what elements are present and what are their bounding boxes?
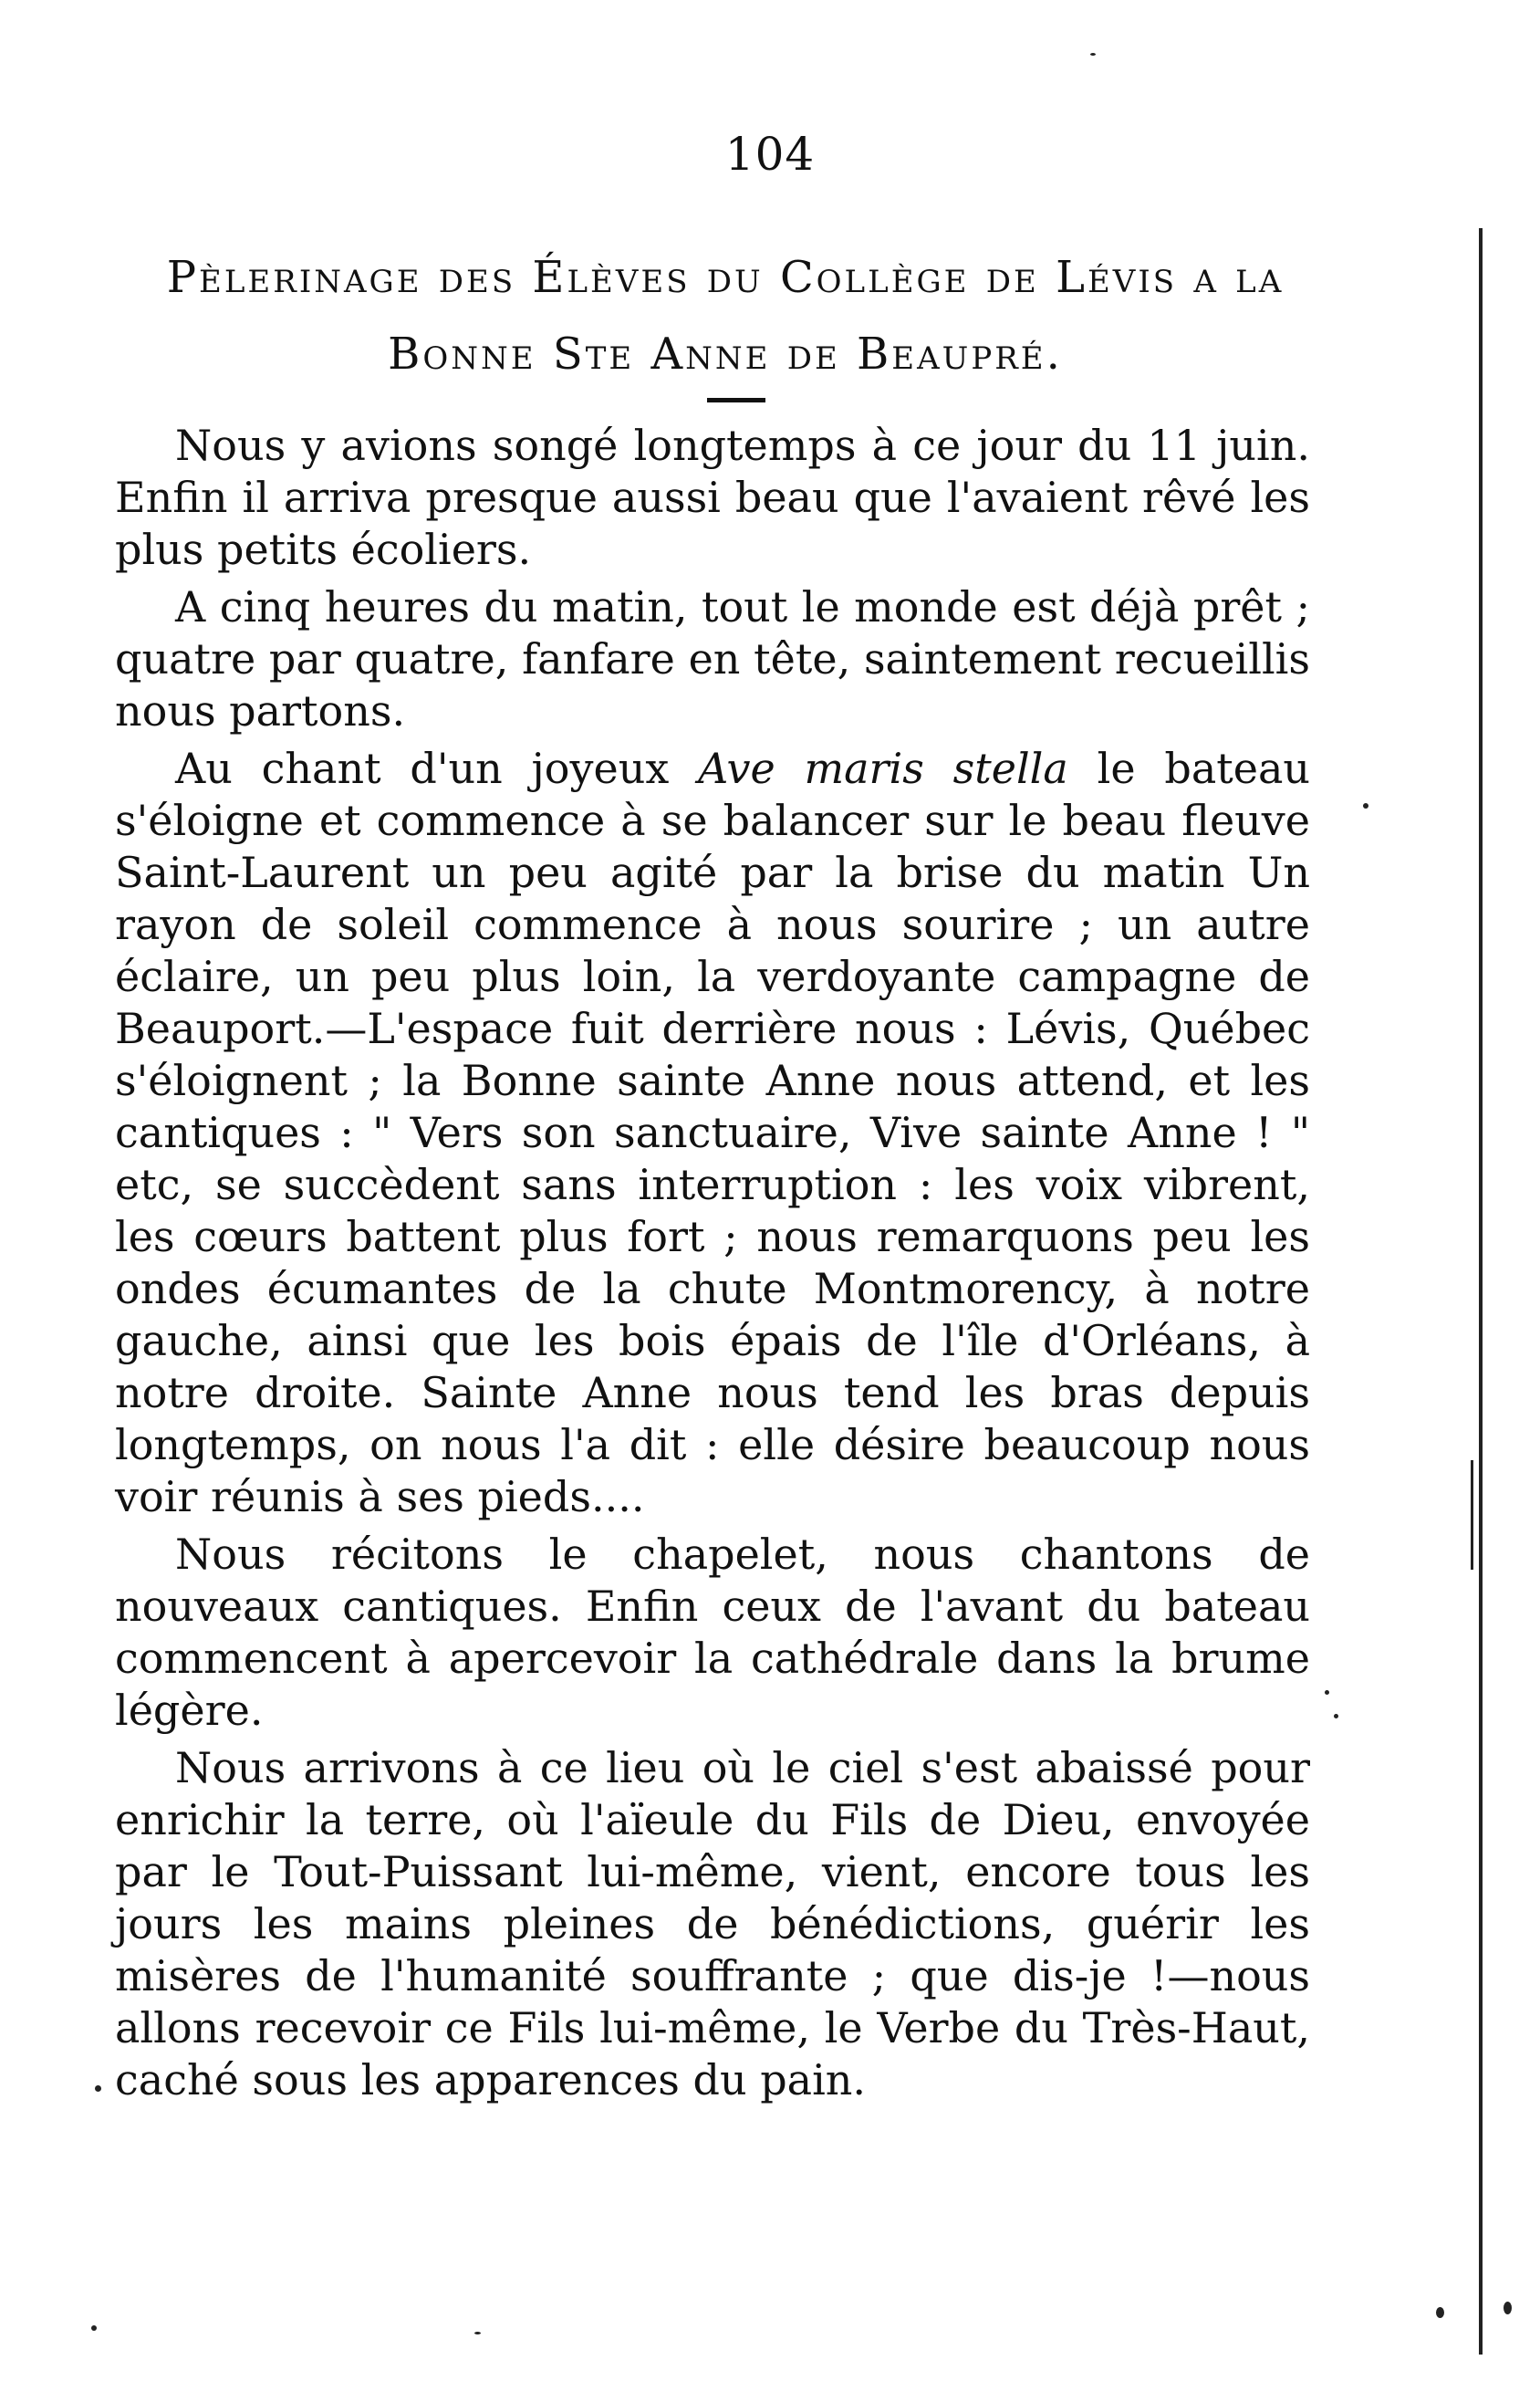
paragraph-5: Nous arrivons à ce lieu où le ciel s'est abaissé pour enrichir la terre, où l'aïeule du Fils de Dieu, envoyée par le Tout-Puissant lui-même, vient, encore tous les jours les mains pleines de bénédictions, guérir les misères de l'humanité souffrante ; que dis-je !—nous allons recevoir ce Fils lui-même, le Verbe du Très-Haut, caché sous les apparences du pain. xyxy=(115,1743,1310,2104)
paragraph-3-opening: Au chant d'un joyeux xyxy=(175,744,699,793)
paragraph-3-rest: le bateau s'éloigne et commence à se balancer sur le beau fleuve Saint-Laurent un peu agité par la brise du matin Un rayon de soleil commence à nous sourire ; un autre éclaire, un peu plus loin, la verdoyante campagne de Beauport.—L'espace fuit derrière nous : Lévis, Québec s'éloignent ; la Bonne sainte Anne nous attend, et les cantiques : " Vers son sanctuaire, Vive sainte Anne ! " etc, se succèdent sans interruption : les voix vibrent, les cœurs battent plus fort ; nous remarquons peu les ondes écumantes de la chute Montmorency, à notre gauche, ainsi que les bois épais de l'île d'Orléans, à notre droite. Sainte Anne nous tend les bras depuis longtemps, on nous l'a dit : elle désire beaucoup nous voir réunis à ses pieds.... xyxy=(115,744,1310,1521)
paragraph-3 xyxy=(115,743,1310,1523)
scan-speck xyxy=(1363,803,1368,809)
page-edge-line xyxy=(1479,228,1483,2355)
scan-speck xyxy=(474,2332,481,2334)
title-separator-rule xyxy=(707,398,765,402)
scan-speck xyxy=(1325,1690,1329,1695)
scan-speck xyxy=(1436,2307,1444,2318)
scan-speck xyxy=(1334,1714,1338,1718)
page-edge-line-fragment xyxy=(1471,1460,1473,1570)
scan-speck xyxy=(91,2325,97,2331)
scan-speck xyxy=(1504,2302,1512,2314)
chapter-title xyxy=(119,239,1332,392)
page-number: 104 xyxy=(724,128,816,181)
paragraph-1: Nous y avions songé longtemps à ce jour du 11 juin. Enfin il arriva presque aussi beau que l'avaient rêvé les plus petits écoliers. xyxy=(115,421,1310,574)
hymn-title: Ave maris stella xyxy=(698,744,1068,793)
paragraph-2: A cinq heures du matin, tout le monde est déjà prêt ; quatre par quatre, fanfare en tête, saintement recueillis nous partons. xyxy=(115,582,1310,736)
scan-speck xyxy=(1090,53,1096,56)
scan-speck xyxy=(95,2085,101,2092)
body-text xyxy=(115,420,1310,2112)
paragraph-4: Nous récitons le chapelet, nous chantons de nouveaux cantiques. Enfin ceux de l'avant du bateau commencent à apercevoir la cathédrale dans la brume légère. xyxy=(115,1530,1310,1735)
chapter-title-line-2: Bonne Ste Anne de Beaupré. xyxy=(388,329,1063,380)
chapter-title-line-1: Pèlerinage des Élèves du Collège de Lévis a la xyxy=(166,252,1285,303)
